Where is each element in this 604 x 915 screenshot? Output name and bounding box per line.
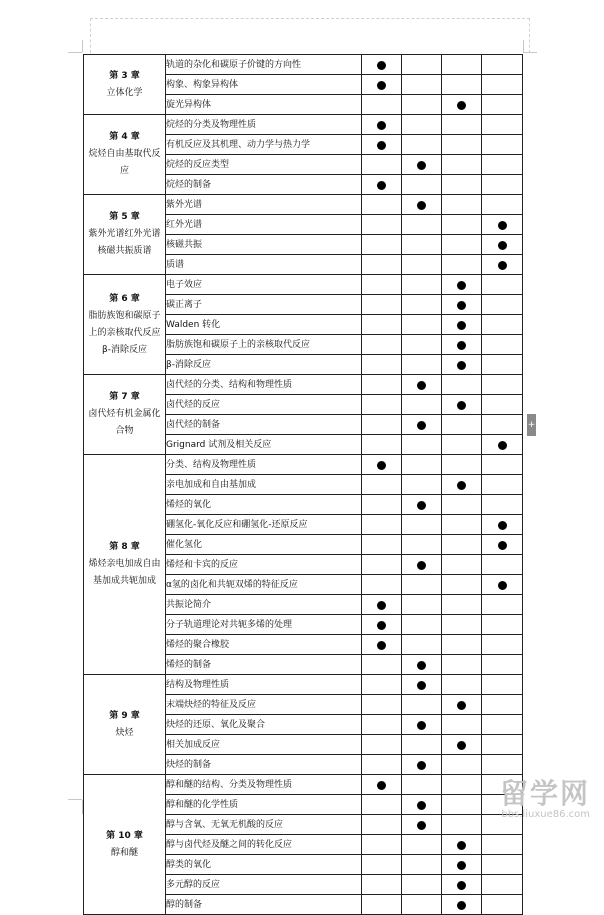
chapter-number: 第 4 章	[109, 132, 140, 142]
topic-cell: Grignard 试剂及相关反应	[166, 435, 362, 455]
topic-cell: 醇类的氧化	[166, 855, 362, 875]
table-row	[84, 675, 523, 695]
chapter-number: 第 9 章	[109, 710, 140, 721]
chapter-cell	[84, 775, 166, 915]
bullet-dot-icon	[417, 501, 426, 510]
header-area	[90, 18, 530, 53]
level-cell	[442, 335, 482, 355]
topic-cell: 构象、构象异构体	[166, 75, 362, 95]
level-cell	[402, 715, 442, 735]
level-cell	[442, 595, 482, 615]
topic-cell: 炔烃的还原、氧化及聚合	[166, 715, 362, 735]
bullet-dot-icon	[498, 521, 507, 530]
bullet-dot-icon	[377, 601, 386, 610]
chapter-cell	[84, 55, 166, 115]
level-cell	[482, 495, 523, 515]
level-cell	[482, 75, 523, 95]
level-cell	[402, 295, 442, 315]
level-cell	[442, 255, 482, 275]
table-row	[84, 275, 523, 295]
level-cell	[442, 755, 482, 775]
level-cell	[442, 355, 482, 375]
bullet-dot-icon	[377, 181, 386, 190]
bullet-dot-icon	[417, 201, 426, 210]
bullet-dot-icon	[377, 61, 386, 70]
chapter-title: 卤代烃有机金属化合物	[88, 409, 161, 436]
level-cell	[482, 755, 523, 775]
level-cell	[442, 275, 482, 295]
watermark-logo: 留学网	[499, 777, 590, 810]
level-cell	[402, 795, 442, 815]
chapter-title: 脂肪族饱和碳原子上的亲核取代反应β-消除反应	[88, 310, 161, 355]
level-cell	[402, 695, 442, 715]
bullet-dot-icon	[457, 481, 466, 490]
topic-cell: 脂肪族饱和碳原子上的亲核取代反应	[166, 335, 362, 355]
level-cell	[402, 215, 442, 235]
level-cell	[362, 115, 402, 135]
level-cell	[482, 275, 523, 295]
topic-cell: 质谱	[166, 255, 362, 275]
level-cell	[442, 515, 482, 535]
chapter-cell	[84, 455, 166, 675]
bullet-dot-icon	[417, 801, 426, 810]
chapter-cell	[84, 675, 166, 775]
topic-cell: 多元醇的反应	[166, 875, 362, 895]
crop-mark	[68, 799, 82, 800]
bullet-dot-icon	[498, 241, 507, 250]
topic-cell: 电子效应	[166, 275, 362, 295]
level-cell	[442, 315, 482, 335]
level-cell	[402, 535, 442, 555]
level-cell	[402, 595, 442, 615]
level-cell	[362, 655, 402, 675]
bullet-dot-icon	[498, 441, 507, 450]
crop-mark	[82, 40, 83, 52]
topic-cell: Walden 转化	[166, 315, 362, 335]
level-cell	[402, 195, 442, 215]
level-cell	[482, 855, 523, 875]
chapter-cell	[84, 375, 166, 455]
level-cell	[362, 175, 402, 195]
level-cell	[362, 595, 402, 615]
level-cell	[442, 655, 482, 675]
level-cell	[362, 75, 402, 95]
level-cell	[362, 335, 402, 355]
bullet-dot-icon	[377, 781, 386, 790]
chapter-cell	[84, 275, 166, 375]
bullet-dot-icon	[457, 281, 466, 290]
topic-cell: 醇和醚的结构、分类及物理性质	[166, 775, 362, 795]
level-cell	[402, 875, 442, 895]
bullet-dot-icon	[377, 461, 386, 470]
topic-cell: 醇和醚的化学性质	[166, 795, 362, 815]
level-cell	[402, 375, 442, 395]
bullet-dot-icon	[457, 701, 466, 710]
level-cell	[362, 615, 402, 635]
topic-cell: 卤代烃的制备	[166, 415, 362, 435]
table-row	[84, 55, 523, 75]
level-cell	[362, 735, 402, 755]
level-cell	[362, 755, 402, 775]
level-cell	[442, 635, 482, 655]
level-cell	[442, 95, 482, 115]
level-cell	[362, 575, 402, 595]
level-cell	[442, 295, 482, 315]
level-cell	[402, 655, 442, 675]
level-cell	[362, 895, 402, 915]
level-cell	[482, 435, 523, 455]
level-cell	[482, 535, 523, 555]
level-cell	[482, 335, 523, 355]
level-cell	[362, 355, 402, 375]
chapter-number: 第 7 章	[109, 392, 140, 402]
level-cell	[402, 115, 442, 135]
bullet-dot-icon	[457, 301, 466, 310]
level-cell	[402, 855, 442, 875]
bullet-dot-icon	[417, 721, 426, 730]
topic-cell: 共振论简介	[166, 595, 362, 615]
level-cell	[482, 675, 523, 695]
level-cell	[402, 615, 442, 635]
bullet-dot-icon	[417, 821, 426, 830]
level-cell	[362, 315, 402, 335]
level-cell	[402, 275, 442, 295]
topic-cell: 分类、结构及物理性质	[166, 455, 362, 475]
level-cell	[362, 215, 402, 235]
level-cell	[482, 475, 523, 495]
level-cell	[442, 135, 482, 155]
bullet-dot-icon	[417, 161, 426, 170]
topic-cell: 卤代烃的分类、结构和物理性质	[166, 375, 362, 395]
level-cell	[402, 395, 442, 415]
topic-cell: 烷烃的反应类型	[166, 155, 362, 175]
level-cell	[442, 375, 482, 395]
level-cell	[362, 855, 402, 875]
level-cell	[482, 235, 523, 255]
level-cell	[362, 375, 402, 395]
level-cell	[442, 215, 482, 235]
level-cell	[482, 255, 523, 275]
level-cell	[402, 95, 442, 115]
bullet-dot-icon	[457, 341, 466, 350]
level-cell	[482, 635, 523, 655]
level-cell	[442, 535, 482, 555]
level-cell	[442, 575, 482, 595]
side-expand-tab[interactable]: +	[527, 414, 536, 436]
level-cell	[442, 895, 482, 915]
crop-mark	[68, 52, 82, 53]
bullet-dot-icon	[457, 841, 466, 850]
level-cell	[482, 155, 523, 175]
topic-cell: β-消除反应	[166, 355, 362, 375]
level-cell	[442, 75, 482, 95]
bullet-dot-icon	[457, 881, 466, 890]
level-cell	[402, 835, 442, 855]
bullet-dot-icon	[498, 261, 507, 270]
level-cell	[482, 595, 523, 615]
level-cell	[402, 135, 442, 155]
bullet-dot-icon	[417, 381, 426, 390]
level-cell	[362, 195, 402, 215]
bullet-dot-icon	[417, 561, 426, 570]
topic-cell: 烯烃的氧化	[166, 495, 362, 515]
level-cell	[402, 815, 442, 835]
level-cell	[402, 155, 442, 175]
level-cell	[402, 675, 442, 695]
level-cell	[482, 375, 523, 395]
chapter-number: 第 10 章	[106, 830, 143, 841]
level-cell	[482, 735, 523, 755]
level-cell	[402, 515, 442, 535]
level-cell	[402, 235, 442, 255]
level-cell	[362, 55, 402, 75]
level-cell	[402, 175, 442, 195]
topic-cell: 核磁共振	[166, 235, 362, 255]
bullet-dot-icon	[377, 121, 386, 130]
level-cell	[482, 95, 523, 115]
watermark	[500, 779, 590, 821]
topic-cell: 醇与卤代烃及醚之间的转化反应	[166, 835, 362, 855]
level-cell	[362, 455, 402, 475]
topic-cell: 烷烃的分类及物理性质	[166, 115, 362, 135]
level-cell	[402, 495, 442, 515]
topic-cell: 相关加成反应	[166, 735, 362, 755]
level-cell	[482, 295, 523, 315]
table-row	[84, 375, 523, 395]
bullet-dot-icon	[417, 761, 426, 770]
chapter-title: 立体化学	[106, 87, 143, 98]
topic-cell: 醇的制备	[166, 895, 362, 915]
chapter-number: 第 5 章	[109, 212, 140, 222]
level-cell	[442, 115, 482, 135]
level-cell	[482, 895, 523, 915]
chapter-title: 紫外光谱红外光谱核磁共振质谱	[88, 229, 161, 256]
level-cell	[362, 435, 402, 455]
chapter-cell	[84, 115, 166, 195]
level-cell	[402, 55, 442, 75]
level-cell	[442, 715, 482, 735]
topic-cell: 烷烃的制备	[166, 175, 362, 195]
level-cell	[442, 875, 482, 895]
level-cell	[442, 775, 482, 795]
topic-cell: 烯烃的制备	[166, 655, 362, 675]
watermark-url: bbs.liuxue86.com	[501, 809, 590, 820]
level-cell	[442, 195, 482, 215]
bullet-dot-icon	[457, 901, 466, 910]
level-cell	[442, 615, 482, 635]
level-cell	[482, 395, 523, 415]
level-cell	[482, 195, 523, 215]
level-cell	[482, 575, 523, 595]
level-cell	[442, 735, 482, 755]
level-cell	[402, 755, 442, 775]
bullet-dot-icon	[498, 221, 507, 230]
topic-cell: 烯烃的聚合橡胶	[166, 635, 362, 655]
level-cell	[402, 255, 442, 275]
level-cell	[402, 335, 442, 355]
level-cell	[482, 175, 523, 195]
level-cell	[402, 455, 442, 475]
level-cell	[482, 555, 523, 575]
topic-cell: 硼氢化-氧化反应和硼氢化-还原反应	[166, 515, 362, 535]
level-cell	[442, 675, 482, 695]
level-cell	[362, 475, 402, 495]
level-cell	[362, 695, 402, 715]
level-cell	[362, 235, 402, 255]
level-cell	[402, 635, 442, 655]
level-cell	[442, 835, 482, 855]
level-cell	[402, 775, 442, 795]
level-cell	[442, 55, 482, 75]
level-cell	[362, 415, 402, 435]
topic-cell: 有机反应及其机理、动力学与热力学	[166, 135, 362, 155]
level-cell	[482, 615, 523, 635]
level-cell	[402, 355, 442, 375]
level-cell	[482, 415, 523, 435]
level-cell	[362, 715, 402, 735]
topic-cell: α氢的卤化和共轭双烯的特征反应	[166, 575, 362, 595]
level-cell	[482, 695, 523, 715]
level-cell	[442, 855, 482, 875]
level-cell	[362, 135, 402, 155]
table-row	[84, 455, 523, 475]
chapter-number: 第 8 章	[109, 542, 140, 552]
level-cell	[402, 415, 442, 435]
level-cell	[442, 235, 482, 255]
topic-cell: 旋光异构体	[166, 95, 362, 115]
chapter-title: 烷烃自由基取代反应	[88, 149, 161, 176]
level-cell	[442, 795, 482, 815]
bullet-dot-icon	[377, 621, 386, 630]
bullet-dot-icon	[457, 321, 466, 330]
topic-cell: 轨道的杂化和碳原子价键的方向性	[166, 55, 362, 75]
chapter-number: 第 3 章	[109, 70, 140, 81]
bullet-dot-icon	[498, 541, 507, 550]
level-cell	[482, 715, 523, 735]
level-cell	[362, 795, 402, 815]
level-cell	[362, 95, 402, 115]
topic-cell: 红外光谱	[166, 215, 362, 235]
table-row	[84, 195, 523, 215]
topic-cell: 醇与含氧、无氧无机酸的反应	[166, 815, 362, 835]
level-cell	[442, 815, 482, 835]
topic-cell: 分子轨道理论对共轭多烯的处理	[166, 615, 362, 635]
bullet-dot-icon	[457, 401, 466, 410]
chapter-title: 烯烃亲电加成自由基加成共轭加成	[88, 559, 161, 586]
chapter-number: 第 6 章	[109, 293, 140, 304]
bullet-dot-icon	[457, 361, 466, 370]
level-cell	[362, 255, 402, 275]
table-row	[84, 115, 523, 135]
level-cell	[402, 575, 442, 595]
bullet-dot-icon	[377, 141, 386, 150]
level-cell	[442, 155, 482, 175]
level-cell	[442, 495, 482, 515]
bullet-dot-icon	[377, 81, 386, 90]
level-cell	[362, 835, 402, 855]
level-cell	[362, 395, 402, 415]
level-cell	[482, 515, 523, 535]
level-cell	[442, 435, 482, 455]
level-cell	[362, 295, 402, 315]
level-cell	[442, 175, 482, 195]
topic-cell: 碳正离子	[166, 295, 362, 315]
level-cell	[362, 155, 402, 175]
chapter-title: 醇和醚	[110, 847, 138, 858]
level-cell	[362, 275, 402, 295]
level-cell	[402, 555, 442, 575]
level-cell	[442, 695, 482, 715]
topic-cell: 末端炔烃的特征及反应	[166, 695, 362, 715]
level-cell	[362, 775, 402, 795]
level-cell	[482, 115, 523, 135]
bullet-dot-icon	[377, 641, 386, 650]
bullet-dot-icon	[457, 741, 466, 750]
table-row	[84, 775, 523, 795]
level-cell	[482, 135, 523, 155]
level-cell	[402, 895, 442, 915]
level-cell	[402, 315, 442, 335]
level-cell	[442, 395, 482, 415]
bullet-dot-icon	[457, 101, 466, 110]
level-cell	[402, 75, 442, 95]
level-cell	[402, 735, 442, 755]
level-cell	[362, 815, 402, 835]
level-cell	[362, 495, 402, 515]
topic-cell: 亲电加成和自由基加成	[166, 475, 362, 495]
bullet-dot-icon	[417, 421, 426, 430]
level-cell	[362, 515, 402, 535]
level-cell	[482, 315, 523, 335]
level-cell	[402, 475, 442, 495]
topic-cell: 结构及物理性质	[166, 675, 362, 695]
topic-cell: 烯烃和卡宾的反应	[166, 555, 362, 575]
topic-cell: 紫外光谱	[166, 195, 362, 215]
topic-cell: 卤代烃的反应	[166, 395, 362, 415]
topic-cell: 催化氢化	[166, 535, 362, 555]
level-cell	[402, 435, 442, 455]
level-cell	[442, 455, 482, 475]
level-cell	[442, 555, 482, 575]
chapter-cell	[84, 195, 166, 275]
level-cell	[362, 535, 402, 555]
topic-cell: 炔烃的制备	[166, 755, 362, 775]
bullet-dot-icon	[417, 661, 426, 670]
level-cell	[362, 635, 402, 655]
bullet-dot-icon	[417, 681, 426, 690]
bullet-dot-icon	[457, 861, 466, 870]
chapter-title: 炔烃	[115, 727, 134, 738]
bullet-dot-icon	[498, 581, 507, 590]
level-cell	[482, 835, 523, 855]
level-cell	[482, 355, 523, 375]
syllabus-table	[83, 54, 523, 915]
level-cell	[442, 475, 482, 495]
level-cell	[362, 875, 402, 895]
level-cell	[442, 415, 482, 435]
level-cell	[482, 655, 523, 675]
level-cell	[482, 455, 523, 475]
level-cell	[482, 875, 523, 895]
level-cell	[482, 215, 523, 235]
level-cell	[482, 55, 523, 75]
level-cell	[362, 675, 402, 695]
level-cell	[362, 555, 402, 575]
